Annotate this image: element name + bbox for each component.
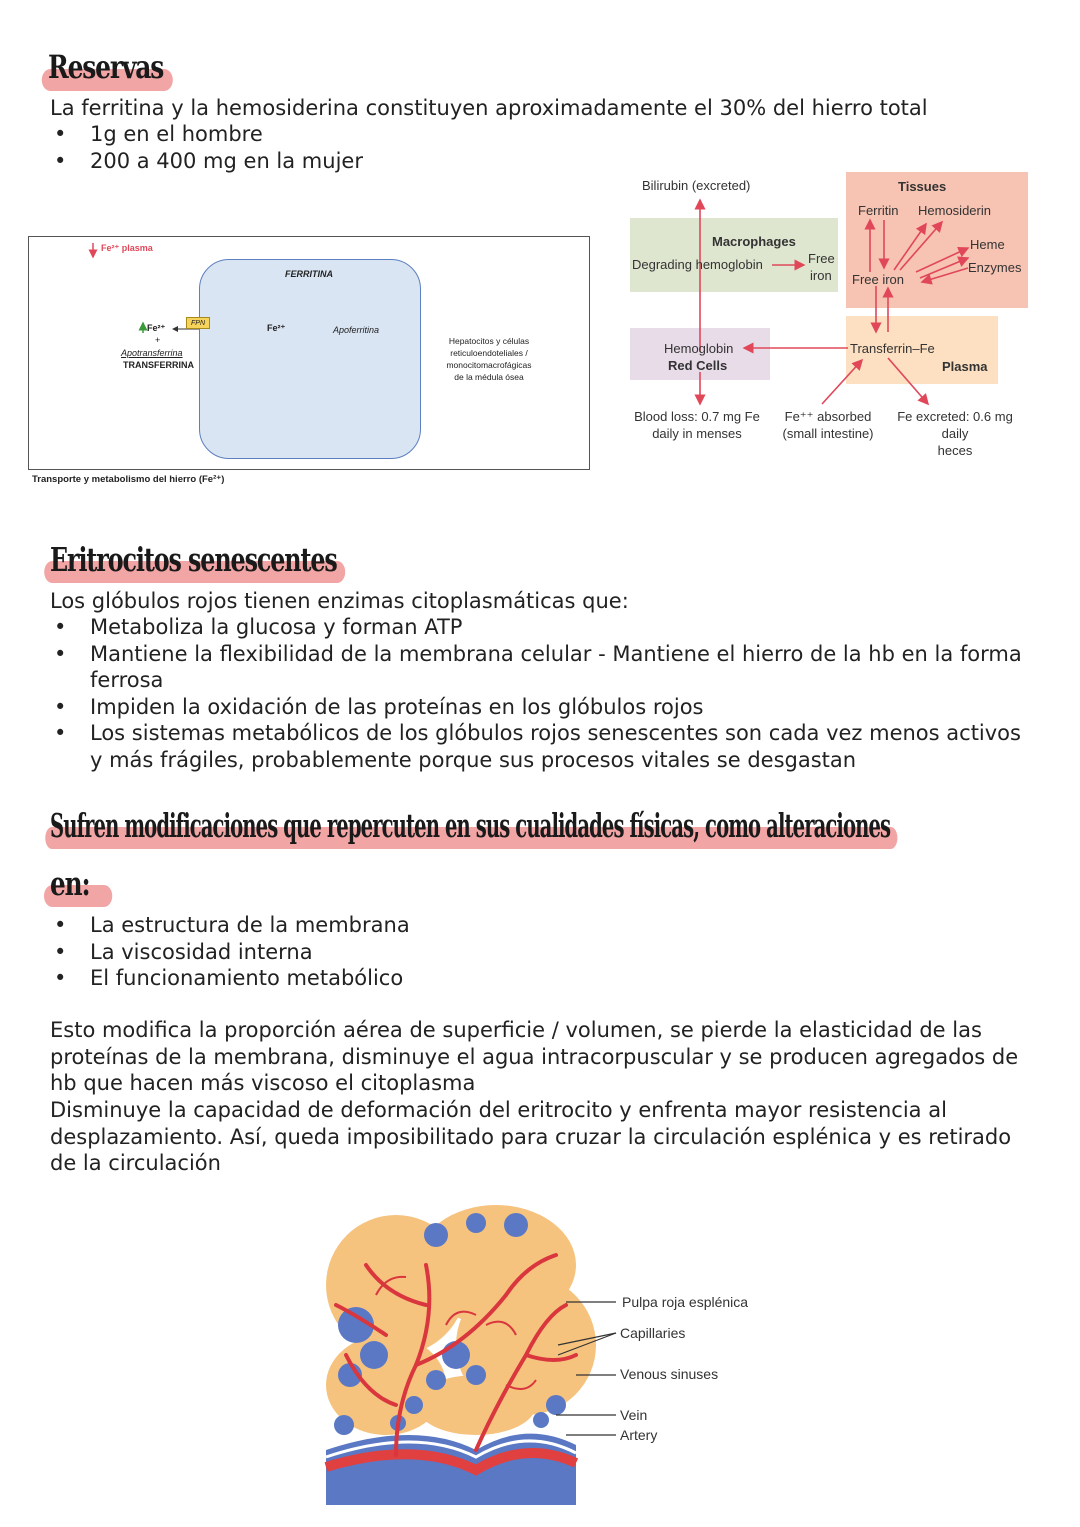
list-item: • El funcionamiento metabólico [50,965,410,992]
tissues-label: Tissues [898,179,947,194]
cells-description: Hepatocitos y células reticuloendoteliales / monocitomacrofágicas de la médula ósea [446,336,532,382]
ferritina-label: FERRITINA [285,269,333,279]
transferrina-label: TRANSFERRINA [123,360,194,370]
heading-eritrocitos: Eritrocitos senescentes [50,540,337,579]
macrophages-label: Macrophages [712,234,796,249]
iron-cycle-diagram [626,172,1036,458]
reservas-list [50,121,363,174]
label-capillaries: Capillaries [620,1325,686,1341]
apoferritina-label: Apoferritina [333,325,380,335]
heading-reservas: Reservas [48,48,163,86]
list-item: • Impiden la oxidación de las proteínas en los glóbulos rojos [50,694,1040,721]
modificaciones-paragraph-2: Disminuye la capacidad de deformación del eritrocito y enfrenta mayor resistencia al desplazamiento. Así, queda imposibilitado para cruzar la circulación esplénica y es retirado de la circulación [50,1098,1012,1175]
degrading-label: Degrading hemoglobin [632,257,763,272]
blood-loss-label: Blood loss: 0.7 mg Fe daily in menses [634,409,760,441]
label-venous-sinuses: Venous sinuses [620,1366,719,1382]
apotransferrina-label: Apotransferrina [121,348,183,358]
heme-label: Heme [970,237,1005,252]
list-item: • 200 a 400 mg en la mujer [50,148,363,175]
plasma-label: Plasma [942,359,988,374]
list-item: • 1g en el hombre [50,121,363,148]
label-pulpa-roja: Pulpa roja esplénica [622,1294,749,1310]
diagram1-caption: Transporte y metabolismo del hierro (Fe²⁺) [32,474,225,485]
transferrin-label: Transferrin–Fe [850,341,935,356]
iron-transport-diagram [28,236,590,470]
list-item: • La estructura de la membrana [50,912,410,939]
hemosiderin-label: Hemosiderin [918,203,991,218]
eritrocitos-intro: Los glóbulos rojos tienen enzimas citoplasmáticas que: [50,589,629,613]
heading-modificaciones: Sufren modificaciones que repercuten en sus cualidades físicas, como alteraciones [50,806,890,845]
spleen-illustration [326,1205,766,1505]
free-iron-macro-2: iron [810,268,832,283]
fe-inner-label: Fe²⁺ [267,323,286,333]
list-item: • La viscosidad interna [50,939,410,966]
free-iron-macro-1: Free [808,251,835,266]
list-item: • Los sistemas metabólicos de los glóbulos rojos senescentes son cada vez menos activos y más frágiles, probablemente porque sus procesos vitales se desgastan [50,720,1040,773]
absorbed-label: Fe⁺⁺ absorbed (small intestine) [782,409,874,441]
excreted-label: Fe excreted: 0.6 mg daily heces [897,409,1013,458]
reservas-intro: La ferritina y la hemosiderina constituyen aproximadamente el 30% del hierro total [50,96,928,120]
list-item: • Metaboliza la glucosa y forman ATP [50,614,1040,641]
enzymes-label: Enzymes [968,260,1022,275]
plus-label: + [155,335,161,345]
list-item: • Mantiene la flexibilidad de la membrana celular - Mantiene el hierro de la hb en la forma ferrosa [50,641,1040,694]
eritrocitos-list [50,614,1040,773]
ferritin-label: Ferritin [858,203,899,218]
bilirubin-label: Bilirubin (excreted) [642,178,751,193]
free-iron-tissue: Free iron [852,272,905,287]
red-cells-label: Red Cells [668,358,728,373]
fpn-badge: FPN [186,317,210,329]
hemoglobin-label: Hemoglobin [664,341,734,356]
modificaciones-list [50,912,410,992]
fe-out-label: Fe²⁺ [147,323,166,333]
plasma-label: Fe²⁺ plasma [101,243,153,253]
label-artery: Artery [620,1427,658,1443]
spleen-drawing [326,1205,766,1505]
cell-box [199,259,421,459]
modificaciones-paragraph-1: Esto modifica la proporción aérea de superficie / volumen, se pierde la elasticidad de las proteínas de la membrana, disminuye el agua intracorpuscular y se producen agregados de hb que hacen más viscoso el citoplasma [50,1018,1019,1095]
heading-modificaciones-cont: en: [50,864,90,903]
label-vein: Vein [620,1407,648,1423]
